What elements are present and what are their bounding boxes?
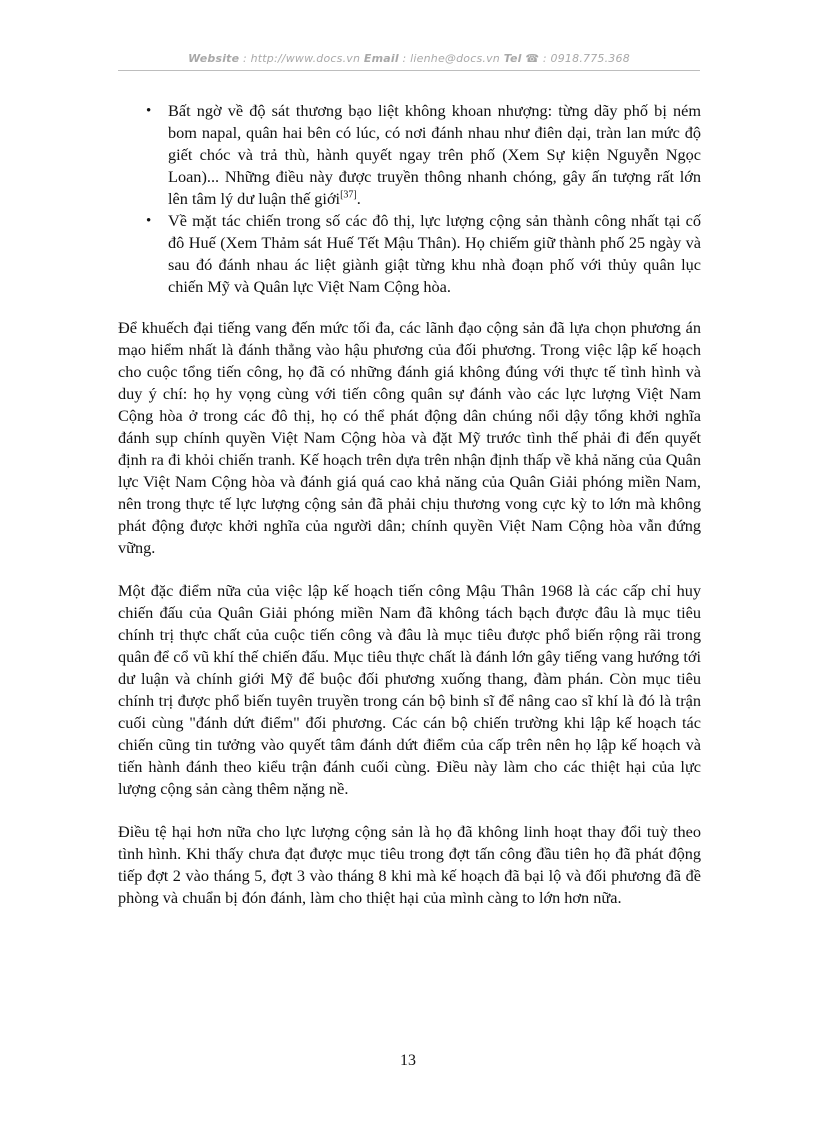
paragraph: Điều tệ hại hơn nữa cho lực lượng cộng sản là họ đã không linh hoạt thay đổi tuỳ theo tình hình. Khi thấy chưa đạt được mục tiêu trong đợt tấn công đầu tiên họ đã phát động tiếp đợt 2 vào tháng 5, đợt 3 vào tháng 8 khi mà kế hoạch đã bại lộ và đối phương đã đề phòng và chuẩn bị đón đánh, làm cho thiệt hại của mình càng to lớn hơn nữa. — [118, 822, 701, 907]
tel-number: : 0918.775.368 — [542, 52, 630, 65]
header-divider — [118, 70, 700, 71]
citation-link[interactable]: [37] — [340, 189, 357, 201]
paragraph: Một đặc điểm nữa của việc lập kế hoạch tiến công Mậu Thân 1968 là các cấp chỉ huy chiến đấu của Quân Giải phóng miền Nam đã không tách bạch được đâu là mục tiêu chính trị thực chất của cuộc tiến công và đâu là mục tiêu được phổ biến rộng rãi trong quân để cổ vũ khí thế chiến đấu. Mục tiêu thực chất là đánh lớn gây tiếng vang hướng tới dư luận và chính giới Mỹ để buộc đối phương xuống thang, đàm phán. Còn mục tiêu chính trị được phổ biến tuyên truyền trong cán bộ binh sĩ để nâng cao sĩ khí là đó là trận cuối cùng "đánh dứt điểm" đối phương. Các cán bộ chiến trường khi lập kế hoạch tác chiến cũng tin tưởng vào quyết tâm đánh dứt điểm của cấp trên nên họ lập kế hoạch và tiến hành đánh theo kiểu trận đánh cuối cùng. Điều này làm cho các thiệt hại của lực lượng cộng sản càng thêm nặng nề. — [118, 581, 701, 798]
list-item-text: Bất ngờ về độ sát thương bạo liệt không khoan nhượng: từng dãy phố bị ném bom napal, quân hai bên có lúc, có nơi đánh nhau như điên dại, tràn lan mức độ giết chóc và trả thù, hành quyết ngay trên phố (Xem Sự kiện Nguyễn Ngọc Loan)... Những điều này được truyền thông nhanh chóng, gây ấn tượng rất lớn lên tâm lý dư luận thế giới — [168, 101, 701, 208]
document-body — [118, 100, 701, 930]
bullet-list — [118, 100, 701, 298]
list-item — [168, 210, 701, 298]
tel-label: Tel — [503, 52, 522, 65]
page-header — [118, 52, 700, 65]
email-address[interactable]: : lienhe@docs.vn — [402, 52, 500, 65]
website-label: Website — [188, 52, 240, 65]
phone-icon: ☎ — [525, 52, 540, 65]
list-item-tail: . — [356, 189, 361, 208]
list-item-text: Về mặt tác chiến trong số các đô thị, lực lượng cộng sản thành công nhất tại cố đô Huế (Xem Thảm sát Huế Tết Mậu Thân). Họ chiếm giữ thành phố 25 ngày và sau đó đánh nhau ác liệt giành giật từng khu nhà đoạn phố với thủy quân lục chiến Mỹ và Quân lực Việt Nam Cộng hòa. — [168, 211, 701, 296]
website-url[interactable]: : http://www.docs.vn — [243, 52, 361, 65]
email-label: Email — [363, 52, 399, 65]
list-item — [168, 100, 701, 210]
paragraph: Để khuếch đại tiếng vang đến mức tối đa, các lãnh đạo cộng sản đã lựa chọn phương án mạo hiểm nhất là đánh thẳng vào hậu phương của đối phương. Trong việc lập kế hoạch cho cuộc tổng tiến công, họ đã có những đánh giá không đúng với thực tế tình hình và duy ý chí: họ hy vọng cùng với tiến công quân sự đánh vào các lực lượng Việt Nam Cộng hòa ở trong các đô thị, họ có thể phát động dân chúng nổi dậy tổng khởi nghĩa đánh sụp chính quyền Việt Nam Cộng hòa và đặt Mỹ trước tình thế phải đi đến quyết định ra đi khỏi chiến tranh. Kế hoạch trên dựa trên nhận định thấp về khả năng của Quân lực Việt Nam Cộng hòa và đánh giá quá cao khả năng của Quân Giải phóng miền Nam, nên trong thực tế lực lượng cộng sản đã phải chịu thương vong cực kỳ to lớn mà không phát động được khởi nghĩa của người dân; chính quyền Việt Nam Cộng hòa vẫn đứng vững. — [118, 318, 701, 557]
page-number: 13 — [400, 1052, 416, 1069]
